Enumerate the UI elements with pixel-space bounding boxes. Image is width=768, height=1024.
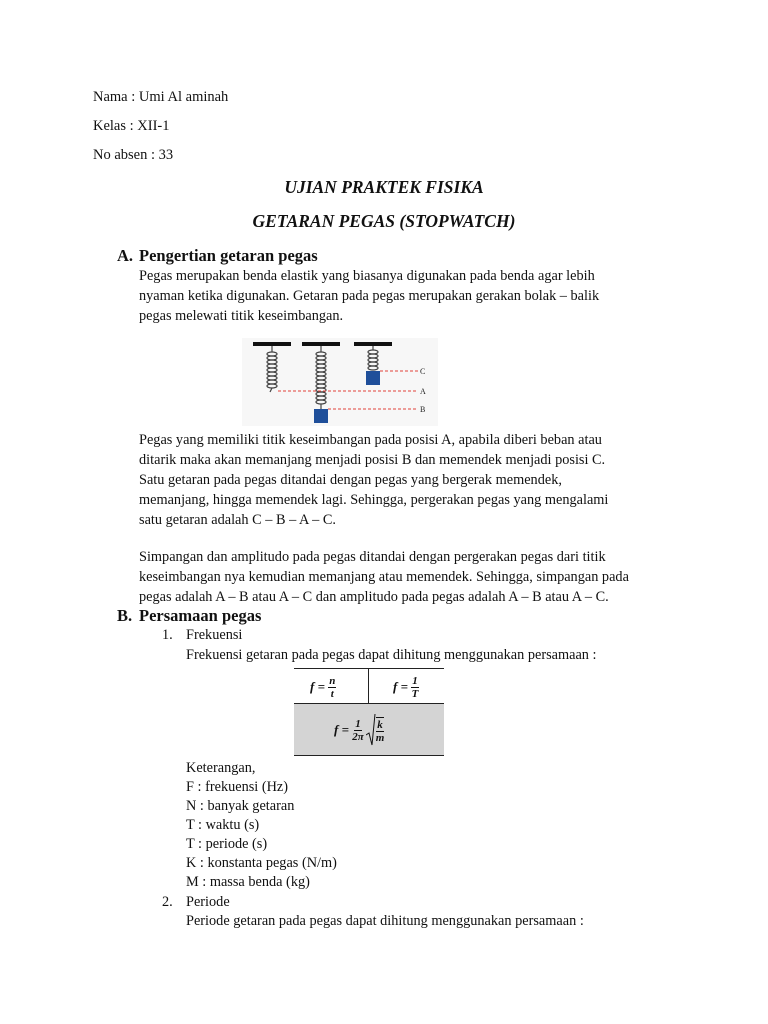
- main-title: UJIAN PRAKTEK FISIKA: [284, 177, 484, 197]
- formula-divider: [368, 669, 369, 705]
- keterangan-item: F : frekuensi (Hz): [186, 779, 289, 795]
- formula-f-n-t: f = $\frac{n}{t}$: [310, 674, 336, 700]
- section-a-letter: A.: [117, 246, 134, 265]
- section-b-letter: B.: [117, 606, 133, 625]
- spring-diagram: [240, 338, 440, 426]
- ceiling-bar-1: [253, 342, 291, 346]
- section-a-paragraph-2: [139, 430, 679, 530]
- student-name: Nama : Umi Al aminah: [93, 89, 229, 105]
- list-number: 2.: [162, 894, 173, 910]
- section-a-title: Pengertian getaran pegas: [139, 246, 318, 265]
- label-c: C: [420, 367, 426, 376]
- mass-block-2: [314, 409, 328, 423]
- keterangan-item: T : waktu (s): [186, 817, 260, 833]
- paragraph-line: nyaman ketika digunakan. Getaran pada pegas merupakan gerakan bolak – balik: [139, 288, 600, 304]
- section-b-heading: [117, 606, 261, 626]
- sub-title: GETARAN PEGAS (STOPWATCH): [252, 211, 516, 231]
- keterangan-item: T : periode (s): [186, 836, 268, 852]
- keterangan-item: N : banyak getaran: [186, 798, 295, 814]
- paragraph-line: ditarik maka akan memanjang menjadi posisi B dan memendek menjadi posisi C.: [139, 452, 606, 468]
- paragraph-line: Pegas merupakan benda elastik yang biasanya digunakan pada benda agar lebih: [139, 268, 595, 284]
- keterangan-item: K : konstanta pegas (N/m): [186, 855, 337, 871]
- frekuensi-description: Frekuensi getaran pada pegas dapat dihitung menggunakan persamaan :: [186, 647, 597, 663]
- paragraph-line: memanjang, hingga memendek lagi. Sehingga, pergerakan pegas yang mengalami: [139, 492, 609, 508]
- list-label-frekuensi: Frekuensi: [186, 627, 243, 643]
- formula-row-1: [294, 668, 444, 704]
- mass-block-3: [366, 371, 380, 385]
- paragraph-line: Satu getaran pada pegas ditandai dengan pegas yang bergerak memendek,: [139, 472, 562, 488]
- keterangan-item: M : massa benda (kg): [186, 874, 310, 890]
- list-label-periode: Periode: [186, 894, 230, 910]
- paragraph-line: satu getaran adalah C – B – A – C.: [139, 512, 336, 528]
- periode-description: Periode getaran pada pegas dapat dihitung menggunakan persamaan :: [186, 913, 584, 929]
- student-class: Kelas : XII-1: [93, 118, 170, 134]
- paragraph-line: pegas melewati titik keseimbangan.: [139, 308, 344, 324]
- paragraph-line: Pegas yang memiliki titik keseimbangan pada posisi A, apabila diberi beban atau: [139, 432, 602, 448]
- keterangan-title: Keterangan,: [186, 760, 256, 776]
- label-a: A: [420, 387, 426, 396]
- ceiling-bar-3: [354, 342, 392, 346]
- section-a-paragraph-3: [139, 547, 679, 607]
- radical-sign: [366, 713, 376, 747]
- section-a-heading: [117, 246, 318, 266]
- paragraph-line: pegas adalah A – B atau A – C dan amplitudo pada pegas adalah A – B atau A – C.: [139, 589, 609, 605]
- label-b: B: [420, 405, 426, 414]
- formula-f-1-T: f = $\frac{1}{T}$: [393, 674, 419, 700]
- formula-f-spring: f = $\frac{1}{2\pi}$ $\frac{k}{m}$: [334, 712, 384, 748]
- student-number: No absen : 33: [93, 147, 174, 163]
- section-a-intro: [139, 266, 679, 326]
- ceiling-bar-2: [302, 342, 340, 346]
- section-b-title: Persamaan pegas: [139, 606, 262, 625]
- formula-table: [294, 668, 444, 756]
- list-number: 1.: [162, 627, 173, 643]
- paragraph-line: Simpangan dan amplitudo pada pegas ditandai dengan pergerakan pegas dari titik: [139, 549, 606, 565]
- paragraph-line: keseimbangan nya kemudian memanjang atau memendek. Sehingga, simpangan pada: [139, 569, 629, 585]
- formula-row-2: [294, 704, 444, 756]
